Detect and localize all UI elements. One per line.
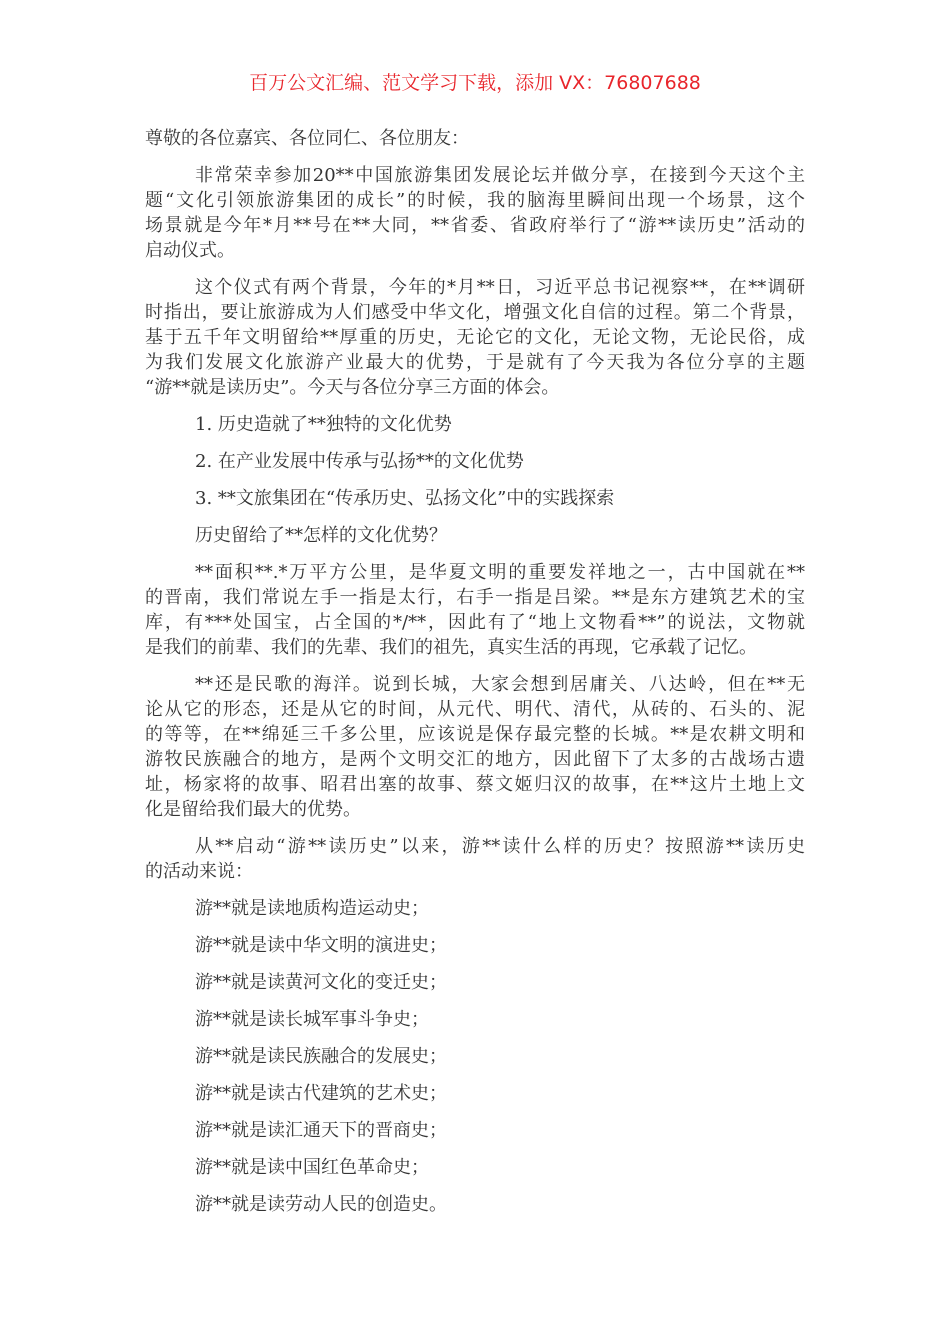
- text-line: 尊敬的各位嘉宾、各位同仁、各位朋友：: [145, 128, 469, 149]
- text-line: 的活动来说：: [145, 861, 253, 882]
- paragraph: [145, 1192, 805, 1217]
- text-line: **面积**.*万平方公里，是华夏文明的重要发祥地之一，古中国就在**: [195, 562, 805, 583]
- text-line: 这个仪式有两个背景，今年的*月**日，习近平总书记视察**，在**调研: [195, 277, 805, 298]
- text-line: 时指出，要让旅游成为人们感受中华文化，增强文化自信的过程。第二个背景，: [145, 302, 805, 323]
- text-line: 游**就是读地质构造运动史；: [195, 898, 429, 919]
- text-line: 库，有***处国宝，占全国的*/**，因此有了“地上文物看**”的说法，文物就: [145, 612, 805, 633]
- text-line: 从**启动“游**读历史”以来，游**读什么样的历史？按照游**读历史: [195, 836, 805, 857]
- text-line: **还是民歌的海洋。说到长城，大家会想到居庸关、八达岭，但在**无: [195, 674, 805, 695]
- text-line: 游**就是读汇通天下的晋商史；: [195, 1120, 447, 1141]
- paragraph: [145, 449, 805, 474]
- paragraph: [145, 523, 805, 548]
- watermark-banner: 百万公文汇编、范文学习下载，添加 VX：76807688: [249, 72, 701, 94]
- paragraph: [145, 1007, 805, 1032]
- text-line: 为我们发展文化旅游产业最大的优势，于是就有了今天我为各位分享的主题: [145, 352, 805, 373]
- text-line: 址，杨家将的故事、昭君出塞的故事、蔡文姬归汉的故事，在**这片土地上文: [145, 774, 805, 795]
- text-line: 场景就是今年*月**号在**大同，**省委、省政府举行了“游**读历史”活动的: [145, 215, 805, 236]
- paragraph: [145, 1044, 805, 1069]
- paragraph: [145, 275, 805, 400]
- paragraph: [145, 834, 805, 884]
- text-line: 基于五千年文明留给**厚重的历史，无论它的文化，无论文物，无论民俗，成: [145, 327, 805, 348]
- text-line: 3. **文旅集团在“传承历史、弘扬文化”中的实践探索: [195, 488, 615, 509]
- paragraph: [145, 560, 805, 660]
- text-line: 是我们的前辈、我们的先辈、我们的祖先，真实生活的再现，它承载了记忆。: [145, 637, 757, 658]
- paragraph: [145, 486, 805, 511]
- text-line: 的晋南，我们常说左手一指是太行，右手一指是吕梁。**是东方建筑艺术的宝: [145, 587, 805, 608]
- paragraph: [145, 1155, 805, 1180]
- text-line: 启动仪式。: [145, 240, 235, 261]
- paragraph: [145, 672, 805, 822]
- text-line: 游**就是读黄河文化的变迁史；: [195, 972, 447, 993]
- text-line: 论从它的形态，还是从它的时间，从元代、明代、清代，从砖的、石头的、泥: [145, 699, 805, 720]
- document-body: [145, 126, 805, 1229]
- paragraph: [145, 933, 805, 958]
- text-line: 2. 在产业发展中传承与弘扬**的文化优势: [195, 451, 524, 472]
- text-line: 题“文化引领旅游集团的成长”的时候，我的脑海里瞬间出现一个场景，这个: [145, 190, 805, 211]
- text-line: 游**就是读民族融合的发展史；: [195, 1046, 447, 1067]
- paragraph: [145, 970, 805, 995]
- text-line: 非常荣幸参加20**中国旅游集团发展论坛并做分享，在接到今天这个主: [195, 165, 805, 186]
- text-line: 游牧民族融合的地方，是两个文明交汇的地方，因此留下了太多的古战场古遗: [145, 749, 805, 770]
- paragraph: [145, 163, 805, 263]
- text-line: “游**就是读历史”。今天与各位分享三方面的体会。: [145, 377, 560, 398]
- text-line: 游**就是读长城军事斗争史；: [195, 1009, 429, 1030]
- text-line: 1. 历史造就了**独特的文化优势: [195, 414, 452, 435]
- text-line: 游**就是读中国红色革命史；: [195, 1157, 429, 1178]
- paragraph: [145, 412, 805, 437]
- paragraph: [145, 126, 805, 151]
- text-line: 的等等，在**绵延三千多公里，应该说是保存最完整的长城。**是农耕文明和: [145, 724, 805, 745]
- text-line: 化是留给我们最大的优势。: [145, 799, 361, 820]
- text-line: 游**就是读中华文明的演进史；: [195, 935, 447, 956]
- text-line: 游**就是读古代建筑的艺术史；: [195, 1083, 447, 1104]
- text-line: 历史留给了**怎样的文化优势？: [195, 525, 447, 546]
- paragraph: [145, 1081, 805, 1106]
- paragraph: [145, 896, 805, 921]
- paragraph: [145, 1118, 805, 1143]
- text-line: 游**就是读劳动人民的创造史。: [195, 1194, 447, 1215]
